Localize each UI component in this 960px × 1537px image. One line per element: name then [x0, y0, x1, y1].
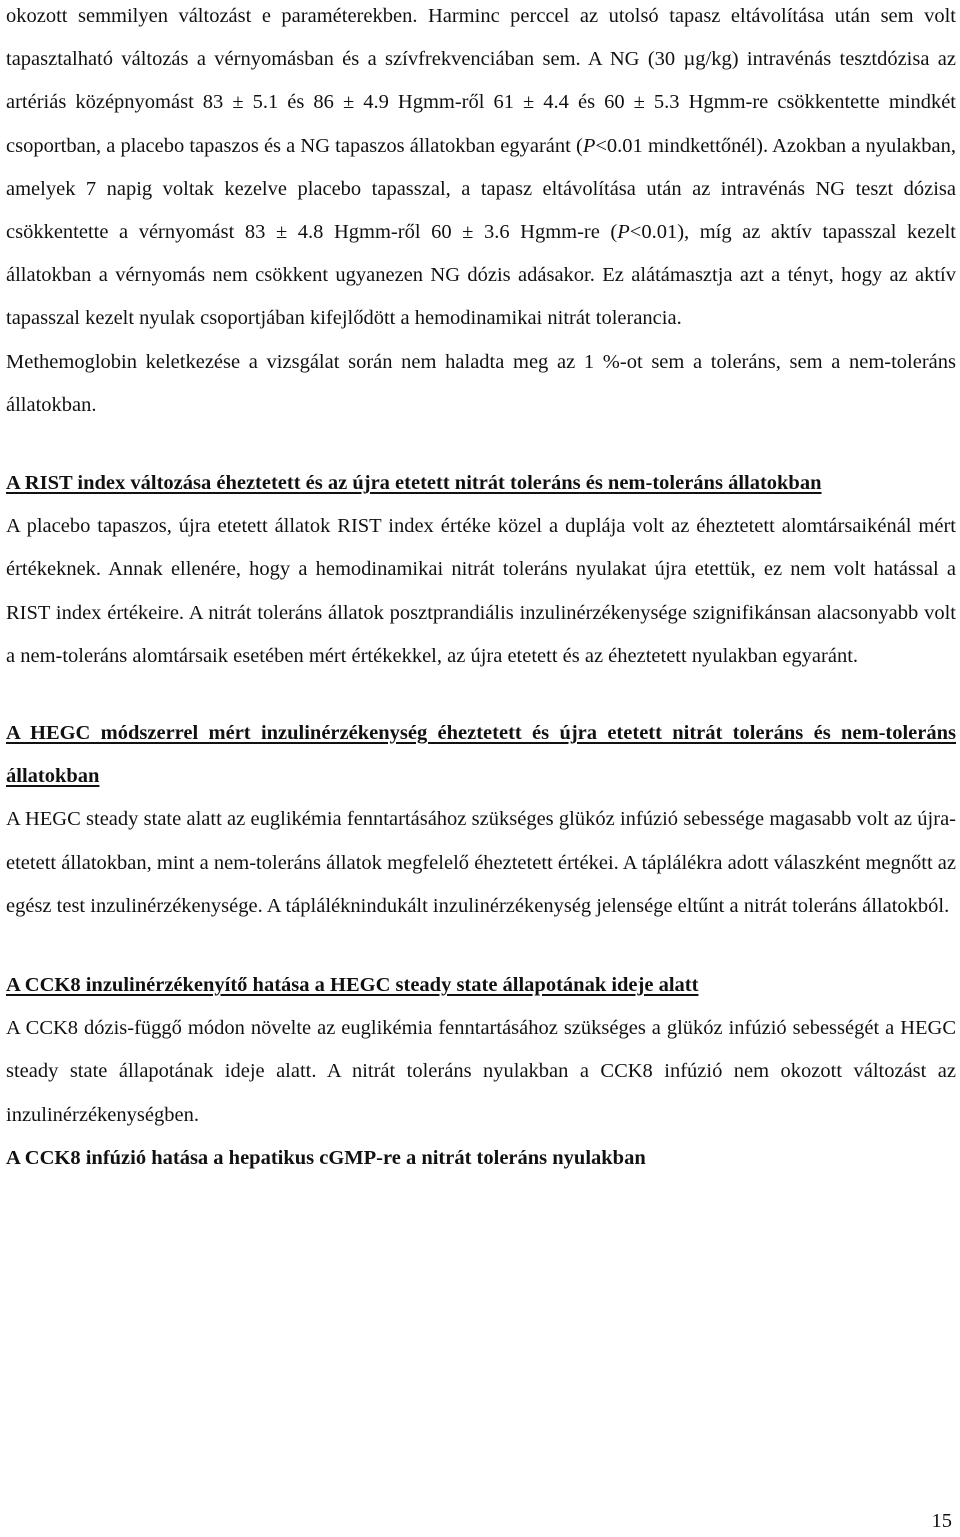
heading-rist-index [6, 462, 956, 505]
page-number: 15 [931, 1510, 952, 1532]
heading-cck8-cgmp [6, 1137, 956, 1180]
heading-hegc [6, 712, 956, 798]
document-page [6, 0, 956, 1180]
paragraph-nitrate-tolerance [6, 0, 956, 341]
paragraph-text: okozott semmilyen változást e paraméterekben. Harminc perccel az utolsó tapasz eltávolítása után sem volt tapasztalható változás a vérnyomásban és a szívfrekvenciában sem. A NG (30 µg/kg) intravénás tesztdózisa az artériás középnyomást 83 ± 5.1 és 86 ± 4.9 Hgmm-ről 61 ± 4.4 és 60 ± 5.3 Hgmm-re csökkentette mindkét csoportban, a placebo tapaszos és a NG tapaszos állatokban egyaránt ( [6, 5, 956, 157]
paragraph-text: <0.01 mindkettőnél). Azokban a nyulakban, amelyek 7 napig voltak kezelve placebo tapasszal, a tapasz eltávolítása után az intravénás NG teszt dózisa csökkentette a vérnyomást 83 ± 4.8 Hgmm-ről 60 ± 3.6 Hgmm-re ( [6, 134, 956, 244]
italic-p: P [582, 134, 596, 157]
heading-cck8-insulin [6, 964, 956, 1007]
italic-p: P [617, 221, 630, 244]
heading-text: A CCK8 inzulinérzékenyítő hatása a HEGC steady state állapotának ideje alatt [6, 974, 699, 997]
section-gap [6, 427, 956, 462]
paragraph-rist-index: A placebo tapaszos, újra etetett állatok RIST index értéke közel a duplája volt az éheztetett alomtársaikénál mért értékeknek. Annak ellenére, hogy a hemodinamikai nitrát toleráns nyulakat újra etettük, ez nem volt hatással a RIST index értékeire. A nitrát toleráns állatok posztprandiális inzulinérzékenysége szignifikánsan alacsonyabb volt a nem-toleráns alomtársaik esetében mért értékekkel, az újra etetett és az éheztetett nyulakban egyaránt. [6, 515, 956, 667]
paragraph-hegc: A HEGC steady state alatt az euglikémia fenntartásához szükséges glükóz infúzió sebessége magasabb volt az újra-etetett állatokban, mint a nem-toleráns állatok megfelelő éheztetett értékei. A táplálékra adott válaszként megnőtt az egész test inzulinérzékenysége. A tápláléknindukált inzulinérzékenység jelensége eltűnt a nitrát toleráns állatokból. [6, 808, 956, 917]
paragraph-text: <0.01), míg az aktív tapasszal kezelt állatokban a vérnyomás nem csökkent ugyanezen NG dózis adásakor. Ez alátámasztja azt a tényt, hogy az aktív tapasszal kezelt nyulak csoportjában kifejlődött a hemodinamikai nitrát tolerancia. [6, 221, 956, 330]
heading-text: A CCK8 infúzió hatása a hepatikus cGMP-re a nitrát toleráns nyulakban [6, 1146, 646, 1169]
section-gap [6, 678, 956, 712]
heading-text: A RIST index változása éheztetett és az újra etetett nitrát toleráns és nem-toleráns állatokban [6, 472, 822, 495]
section-gap [6, 928, 956, 964]
paragraph-cck8: A CCK8 dózis-függő módon növelte az euglikémia fenntartásához szükséges a glükóz infúzió sebességét a HEGC steady state állapotának ideje alatt. A nitrát toleráns nyulakban a CCK8 infúzió nem okozott változást az inzulinérzékenységben. [6, 1017, 956, 1126]
paragraph-methemoglobin: Methemoglobin keletkezése a vizsgálat során nem haladta meg az 1 %-ot sem a toleráns, sem a nem-toleráns állatokban. [6, 350, 956, 416]
heading-text: A HEGC módszerrel mért inzulinérzékenység éheztetett és újra etetett nitrát toleráns és nem-toleráns állatokban [6, 722, 956, 788]
